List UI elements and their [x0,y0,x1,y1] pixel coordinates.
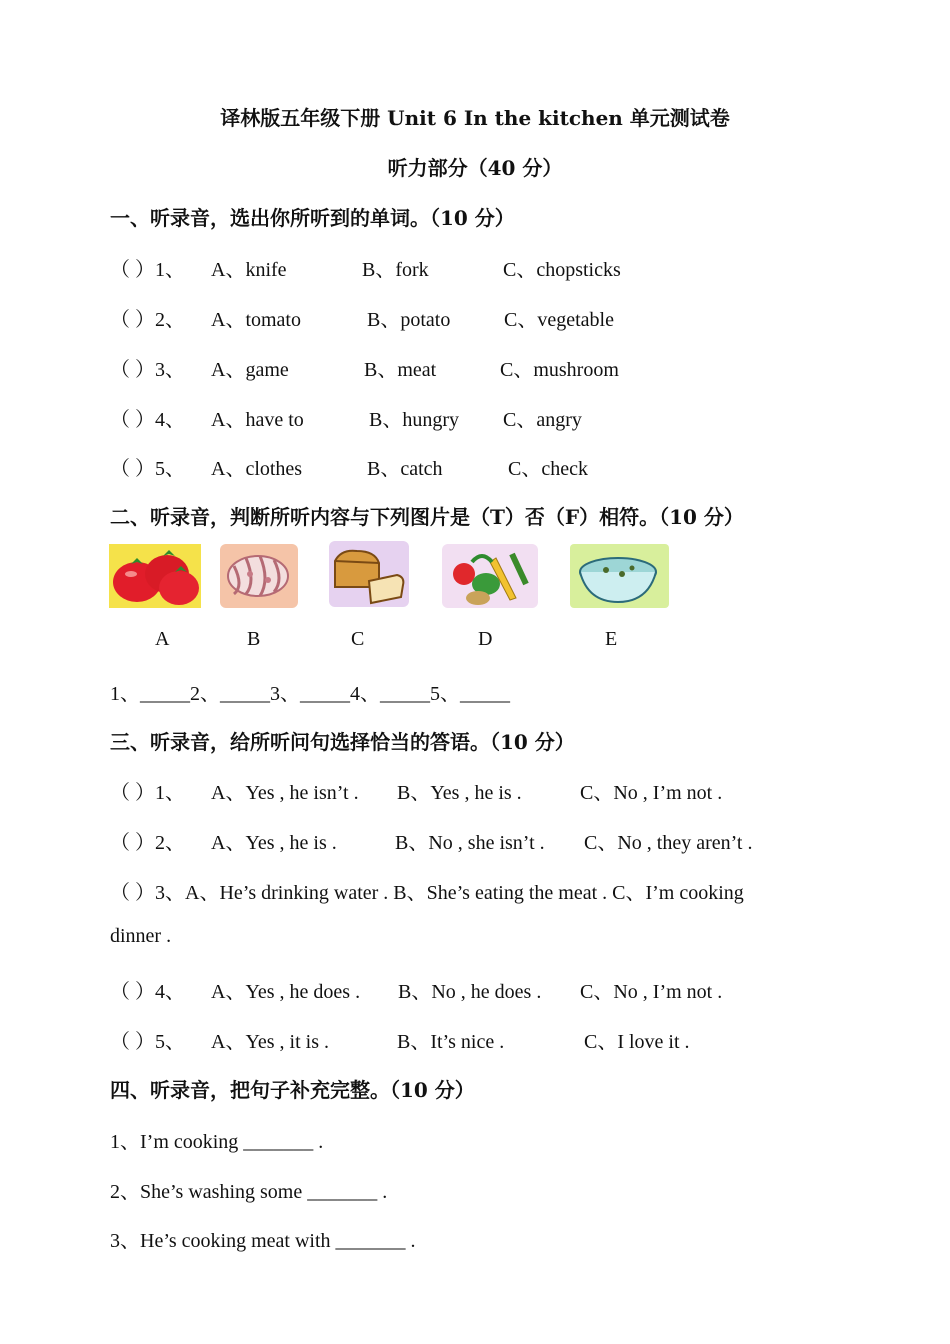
section3-question-3-line2: dinner . [110,925,172,947]
section2-heading: 二、听录音，判断所听内容与下列图片是（T）否（F）相符。（10 分） [110,505,744,529]
option-a: A、tomato [211,309,301,331]
option-a: A、Yes , it is . [211,1031,329,1053]
option-c: C、check [508,458,588,480]
option-c: C、mushroom [500,359,619,381]
section4-heading: 四、听录音，把句子补充完整。（10 分） [110,1078,475,1102]
section3-heading: 三、听录音，给所听问句选择恰当的答语。（10 分） [110,730,575,754]
option-c: C、No , I’m not . [580,981,723,1003]
tomatoes-picture [109,544,201,608]
bread-picture [329,541,409,607]
option-b: B、meat [364,359,437,381]
question-number: （ ）2、 [110,309,185,331]
option-b: B、catch [367,458,443,480]
answer-blanks: 1、_____2、_____3、_____4、_____5、_____ [110,683,510,705]
meat-picture [220,544,298,608]
question-number: （ ）1、 [110,782,185,804]
exam-title: 译林版五年级下册 Unit 6 In the kitchen 单元测试卷 [220,106,730,130]
listening-subtitle: 听力部分（40 分） [387,156,563,180]
option-a: A、have to [211,409,304,431]
option-b: B、hungry [369,409,459,431]
option-b: B、No , he does . [398,981,542,1003]
option-a: A、Yes , he does . [211,981,361,1003]
option-c: C、I love it . [584,1031,690,1053]
fill-in-sentence: 2、She’s washing some _______ . [110,1181,388,1203]
fill-in-sentence: 3、He’s cooking meat with _______ . [110,1230,416,1252]
question-number: （ ）3、 [110,359,185,381]
option-a: A、knife [211,259,287,281]
option-a: A、game [211,359,289,381]
option-b: B、No , she isn’t . [395,832,545,854]
question-number: （ ）4、 [110,409,185,431]
picture-label-a: A [155,628,170,650]
option-c: C、No , they aren’t . [584,832,753,854]
soup-bowl-picture [570,544,669,608]
option-b: B、fork [362,259,429,281]
option-c: C、chopsticks [503,259,621,281]
option-c: C、No , I’m not . [580,782,723,804]
section1-heading: 一、听录音，选出你所听到的单词。（10 分） [110,206,515,230]
option-c: C、vegetable [504,309,614,331]
question-number: （ ）5、 [110,1031,185,1053]
option-b: B、Yes , he is . [397,782,522,804]
question-number: （ ）5、 [110,458,185,480]
question-number: （ ）2、 [110,832,185,854]
option-a: A、Yes , he is . [211,832,337,854]
option-a: A、Yes , he isn’t . [211,782,359,804]
option-c: C、angry [503,409,582,431]
question-number: （ ）1、 [110,259,185,281]
option-b: B、potato [367,309,451,331]
question-number: （ ）4、 [110,981,185,1003]
section3-question-3-line1: （ ）3、A、He’s drinking water . B、She’s eating the meat . C、I’m cooking [110,882,744,904]
picture-label-c: C [351,628,365,650]
picture-label-b: B [247,628,261,650]
fill-in-sentence: 1、I’m cooking _______ . [110,1131,324,1153]
picture-label-d: D [478,628,493,650]
option-a: A、clothes [211,458,303,480]
option-b: B、It’s nice . [397,1031,505,1053]
vegetables-picture [442,544,538,608]
picture-label-e: E [605,628,618,650]
